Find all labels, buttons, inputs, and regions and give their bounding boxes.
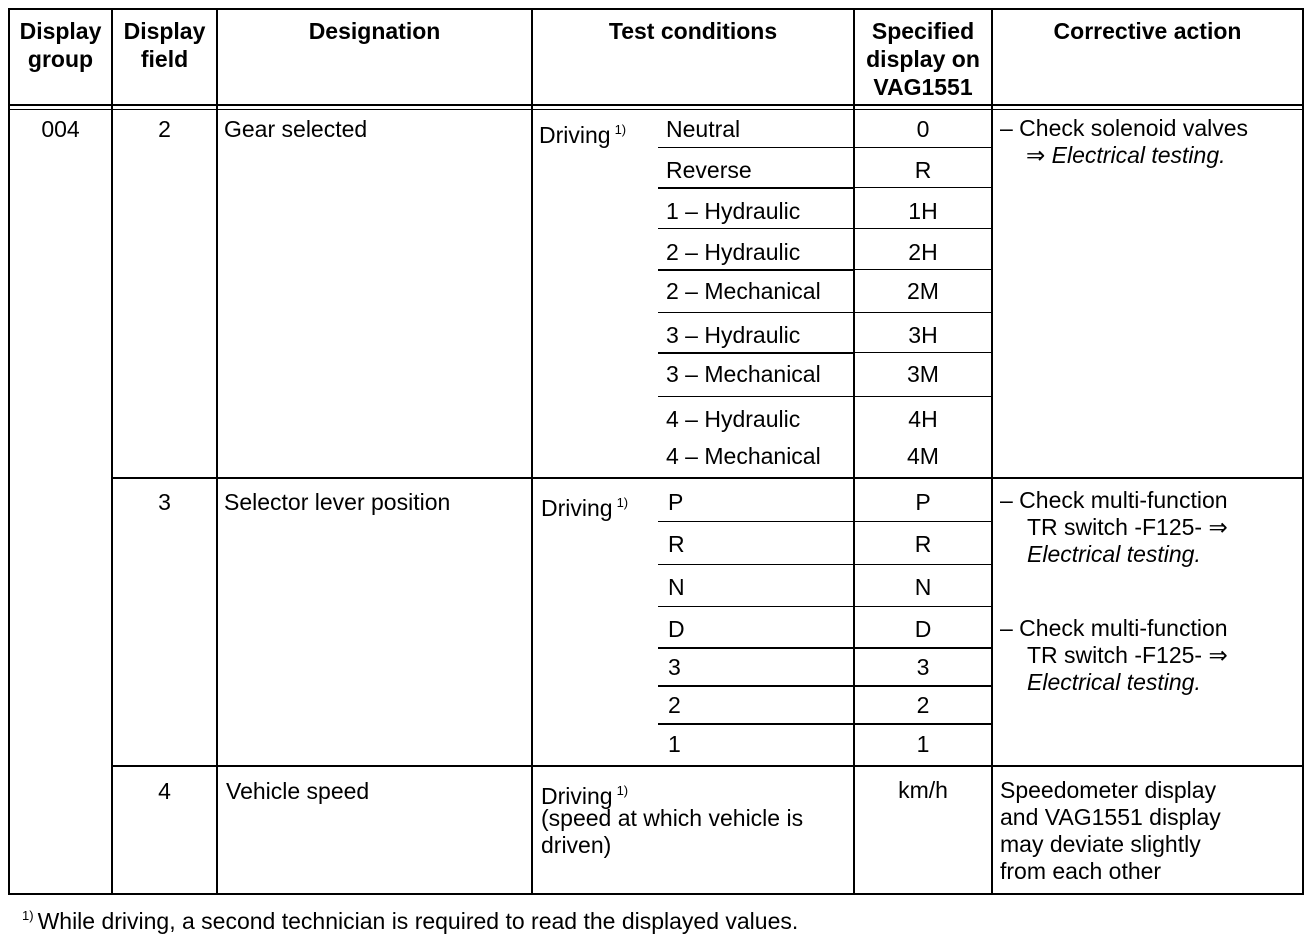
condition-row-label: 3 – Mechanical [666, 361, 821, 387]
header-line: field [140, 46, 189, 72]
specified-value: 4M [907, 443, 939, 469]
designation-text: Gear selected [224, 116, 368, 142]
row-rule [854, 269, 992, 270]
condition-row-label: 4 – Hydraulic [666, 406, 801, 432]
specified-value: 0 [916, 116, 930, 142]
condition-row-label: N [668, 574, 685, 600]
header-rule [8, 104, 1304, 106]
row-rule [854, 312, 992, 313]
condition-note-line: (speed at which vehicle is [541, 805, 804, 831]
column-rule [216, 8, 218, 895]
specified-value: 1 [916, 731, 930, 757]
condition-row-label: 1 – Hydraulic [666, 198, 801, 224]
header-line: Display [123, 18, 206, 44]
action-line: may deviate slightly [1000, 831, 1201, 857]
display-field-value: 2 [158, 116, 171, 142]
display-group-value: 004 [41, 116, 80, 142]
condition-row-label: 2 [668, 692, 681, 718]
designation-text: Vehicle speed [226, 778, 370, 804]
specified-value: 2 [916, 692, 930, 718]
header-rule-double [8, 109, 1304, 110]
action-line: Electrical testing. [1027, 669, 1201, 695]
action-line: from each other [1000, 858, 1162, 884]
column-rule [531, 8, 533, 895]
row-rule [658, 564, 992, 565]
action-line: TR switch -F125- ⇒ [1027, 642, 1228, 668]
specified-value: P [915, 489, 931, 515]
header-display-field [113, 17, 216, 73]
action-line: and VAG1551 display [1000, 804, 1221, 830]
display-field-value: 3 [158, 489, 171, 515]
footnote-marker: 1) [616, 783, 629, 798]
header-line: Display [19, 18, 102, 44]
test-condition [541, 489, 628, 522]
row-rule [658, 187, 854, 189]
row-rule [854, 396, 992, 397]
specified-value: 2M [907, 278, 939, 304]
condition-row-label: 2 – Hydraulic [666, 239, 801, 265]
test-condition [539, 116, 626, 149]
row-rule [658, 147, 854, 148]
row-rule [658, 647, 992, 649]
header-line: group [27, 46, 94, 72]
condition-row-label: Reverse [666, 157, 752, 183]
designation-text: Selector lever position [224, 489, 451, 515]
header-test-conditions: Test conditions [608, 18, 778, 44]
table-top-border [8, 8, 1304, 10]
action-line: – Check multi-function [1000, 615, 1228, 641]
condition-row-label: D [668, 616, 685, 642]
row-rule [658, 352, 854, 354]
condition-row-label: 4 – Mechanical [666, 443, 821, 469]
specified-value: 3M [907, 361, 939, 387]
row-rule [854, 147, 992, 148]
table-right-border [1302, 8, 1304, 895]
row-rule [658, 228, 854, 229]
specified-value: 4H [908, 406, 938, 432]
footnote [22, 902, 798, 935]
row-rule [658, 312, 854, 313]
specified-value: km/h [898, 777, 948, 803]
condition-row-label: 1 [668, 731, 681, 757]
specified-value: N [914, 574, 932, 600]
row-rule [658, 396, 854, 397]
row-rule [854, 187, 992, 188]
action-line: ⇒ Electrical testing. [1026, 142, 1226, 168]
condition-row-label: R [668, 531, 685, 557]
footnote-marker: 1) [614, 122, 627, 137]
header-specified-display [855, 17, 991, 101]
condition-row-label: Neutral [666, 116, 741, 142]
header-line: VAG1551 [873, 74, 973, 100]
condition-row-label: 2 – Mechanical [666, 278, 821, 304]
footnote-marker: 1) [22, 908, 34, 923]
header-designation: Designation [308, 18, 441, 44]
row-rule [854, 228, 992, 229]
row-rule [658, 606, 992, 607]
table-bottom-border [8, 893, 1304, 895]
row-rule [658, 521, 992, 522]
condition-row-label: P [668, 489, 684, 515]
specified-value: 3 [916, 654, 930, 680]
action-line: TR switch -F125- ⇒ [1027, 514, 1228, 540]
specified-value: D [914, 616, 932, 642]
condition-text: Driving [539, 122, 611, 148]
row-rule [658, 269, 854, 271]
action-line: – Check solenoid valves [1000, 115, 1249, 141]
condition-note-line: driven) [541, 832, 612, 858]
footnote-text: While driving, a second technician is required to read the displayed values. [37, 908, 799, 934]
header-line: Specified [871, 18, 975, 44]
action-line: – Check multi-function [1000, 487, 1228, 513]
specified-value: 1H [908, 198, 938, 224]
section-divider [112, 765, 1304, 767]
condition-row-label: 3 – Hydraulic [666, 322, 801, 348]
row-rule [658, 685, 992, 687]
column-rule [991, 8, 993, 895]
display-field-value: 4 [158, 778, 171, 804]
row-rule [658, 723, 992, 725]
specified-value: 3H [908, 322, 938, 348]
row-rule [854, 352, 992, 353]
condition-text: Driving [541, 495, 613, 521]
specified-value: R [914, 157, 932, 183]
specified-value: 2H [908, 239, 938, 265]
action-line: Electrical testing. [1027, 541, 1201, 567]
section-divider [112, 477, 1304, 479]
header-display-group [10, 17, 111, 73]
condition-text: Driving [541, 783, 613, 809]
header-line: display on [866, 46, 980, 72]
header-corrective-action: Corrective action [1053, 18, 1242, 44]
condition-row-label: 3 [668, 654, 681, 680]
specified-value: R [914, 531, 932, 557]
footnote-marker: 1) [616, 495, 629, 510]
action-line: Speedometer display [1000, 777, 1217, 803]
